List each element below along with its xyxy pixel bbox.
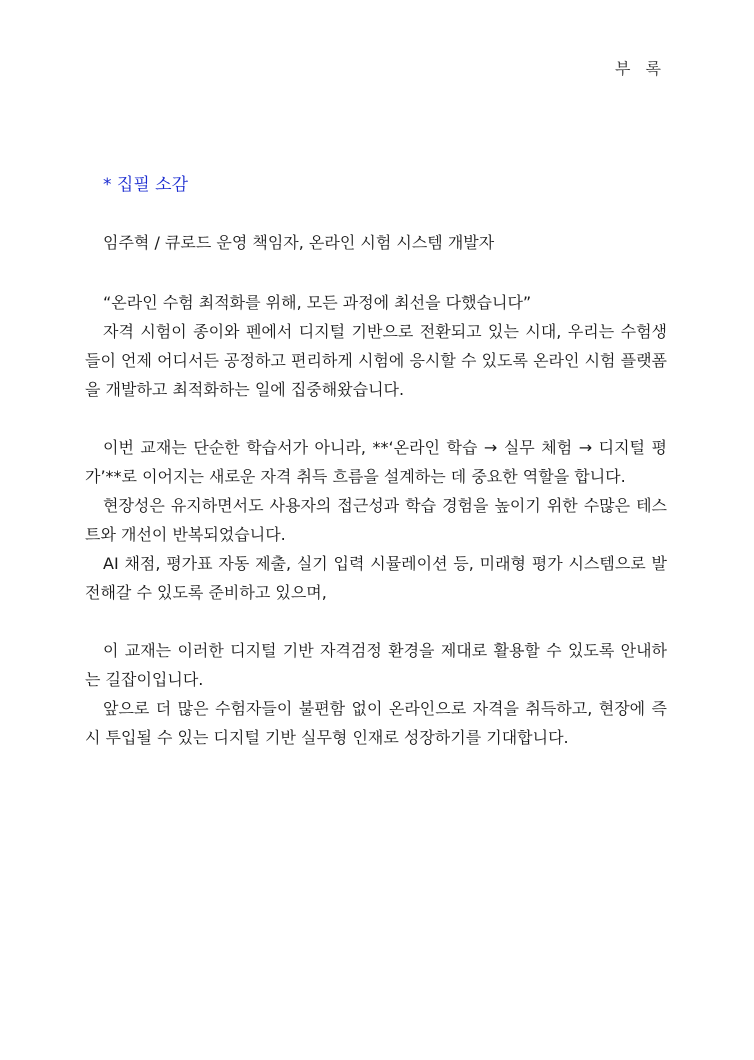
paragraph-6: 앞으로 더 많은 수험자들이 불편함 없이 온라인으로 자격을 취득하고, 현장에 즉시 투입될 수 있는 디지털 기반 실무형 인재로 성장하기를 기대합니다. bbox=[85, 699, 667, 747]
paragraph-3: 현장성은 유지하면서도 사용자의 접근성과 학습 경험을 높이기 위한 수많은 테스트와 개선이 반복되었습니다. bbox=[85, 496, 667, 544]
author-line: 임주혁 / 큐로드 운영 책임자, 온라인 시험 시스템 개발자 bbox=[103, 233, 495, 252]
appendix-label: 부 록 bbox=[615, 59, 666, 78]
body-text bbox=[85, 288, 667, 752]
paragraph-4: AI 채점, 평가표 자동 제출, 실기 입력 시뮬레이션 등, 미래형 평가 시스템으로 발전해갈 수 있도록 준비하고 있으며, bbox=[85, 554, 667, 602]
section-heading: * 집필 소감 bbox=[103, 175, 188, 195]
paragraph-gap bbox=[85, 404, 667, 433]
paragraph-5: 이 교재는 이러한 디지털 기반 자격검정 환경을 제대로 활용할 수 있도록 안내하는 길잡이입니다. bbox=[85, 641, 667, 689]
paragraph-gap bbox=[85, 607, 667, 636]
paragraph-1: 자격 시험이 종이와 펜에서 디지털 기반으로 전환되고 있는 시대, 우리는 수험생들이 언제 어디서든 공정하고 편리하게 시험에 응시할 수 있도록 온라인 시험 플랫폼을 개발하고 최적화하는 일에 집중해왔습니다. bbox=[85, 322, 667, 399]
quote-line: “온라인 수험 최적화를 위해, 모든 과정에 최선을 다했습니다” bbox=[103, 293, 532, 312]
paragraph-2: 이번 교재는 단순한 학습서가 아니라, **‘온라인 학습 → 실무 체험 → 디지털 평가’**로 이어지는 새로운 자격 취득 흐름을 설계하는 데 중요한 역할을 합니다. bbox=[85, 438, 667, 486]
